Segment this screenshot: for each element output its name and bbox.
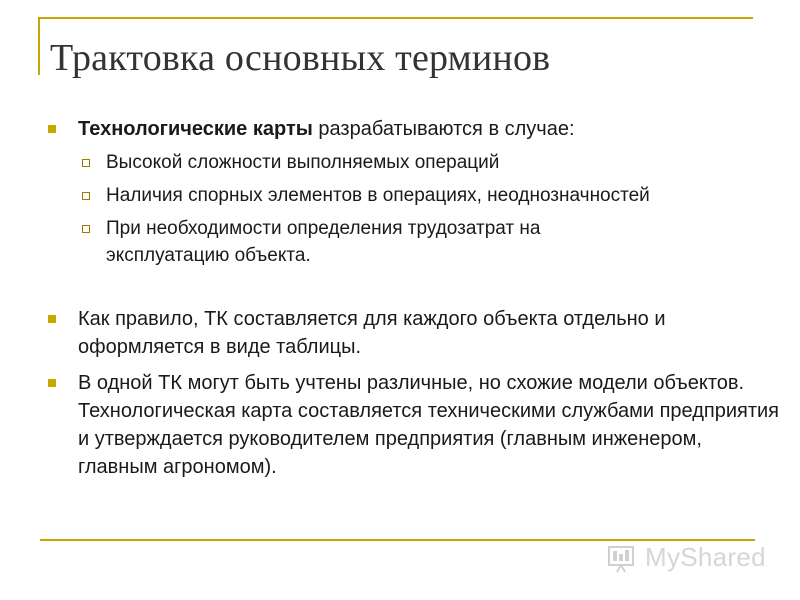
myshared-logo-icon (607, 541, 639, 573)
square-bullet-icon (48, 125, 56, 133)
sub-bullet-3-text: При необходимости определения трудозатрат на эксплуатацию объекта. (106, 218, 541, 266)
bullet-list (48, 115, 779, 481)
hollow-square-bullet-icon (82, 192, 90, 200)
top-rule (38, 17, 753, 19)
sub-bullet-2 (48, 182, 768, 209)
bullet-2 (48, 305, 783, 361)
square-bullet-icon (48, 315, 56, 323)
square-bullet-icon (48, 379, 56, 387)
bullet-1-text: разрабатываются в случае: (312, 118, 575, 140)
hollow-square-bullet-icon (82, 225, 90, 233)
sub-bullet-3 (48, 215, 666, 269)
bullet-1-bold: Технологические карты (78, 118, 313, 140)
bullet-1 (48, 115, 768, 143)
bullet-3-text: В одной ТК могут быть учтены различные, но схожие модели объектов. Технологическая карта составляется техническими службами предприятия и утверждается руководителем предприятия (главным инженером, главным агрономом). (78, 372, 779, 478)
sub-bullet-1 (48, 149, 768, 176)
slide-title: Трактовка основных терминов (50, 37, 551, 79)
hollow-square-bullet-icon (82, 159, 90, 167)
watermark-text: MyShared (645, 541, 766, 572)
watermark-logo (607, 540, 766, 574)
bullet-3 (48, 369, 783, 481)
sub-bullet-2-text: Наличия спорных элементов в операциях, неоднозначностей (106, 185, 650, 206)
bullet-2-text: Как правило, ТК составляется для каждого объекта отдельно и оформляется в виде таблицы. (78, 308, 666, 358)
left-rule (38, 17, 40, 75)
sub-bullet-1-text: Высокой сложности выполняемых операций (106, 152, 500, 173)
